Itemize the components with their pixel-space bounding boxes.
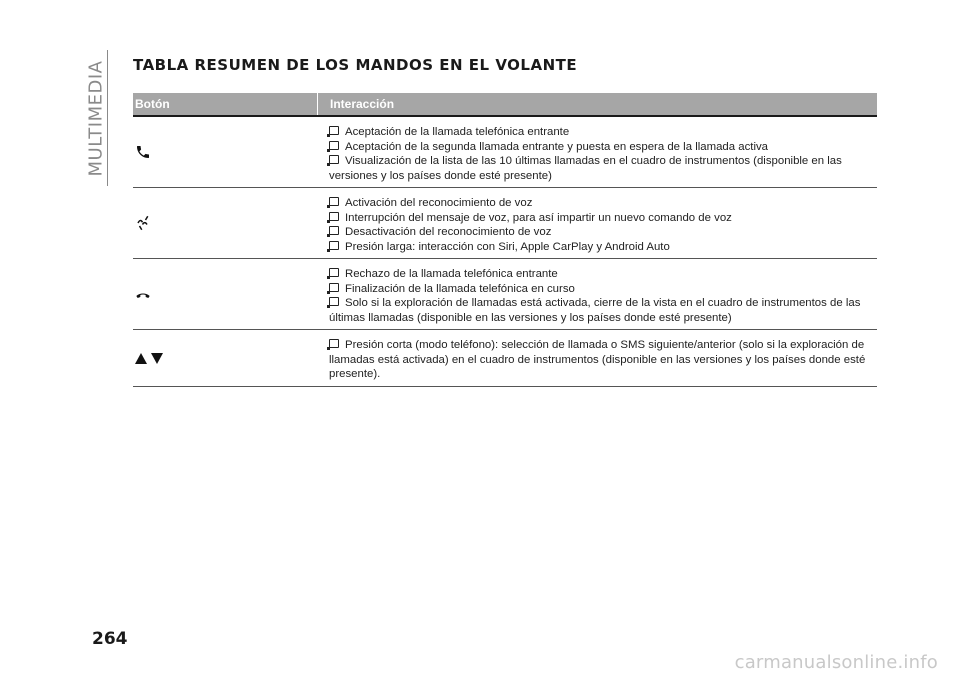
interaction-cell	[317, 188, 877, 258]
button-cell	[133, 188, 317, 258]
list-item: Rechazo de la llamada telefónica entrante	[329, 267, 877, 282]
section-tab	[84, 50, 106, 190]
phone-accept-icon	[135, 144, 151, 160]
bullet-icon	[329, 212, 339, 221]
list-item: Aceptación de la segunda llamada entrante y puesta en espera de la llamada activa	[329, 140, 877, 155]
controls-table	[133, 93, 877, 387]
button-cell	[133, 330, 317, 386]
bullet-icon	[329, 197, 339, 206]
table-row	[133, 117, 877, 188]
interaction-cell	[317, 330, 877, 386]
list-item: Activación del reconocimiento de voz	[329, 196, 877, 211]
table-row	[133, 259, 877, 330]
bullet-icon	[329, 126, 339, 135]
voice-command-icon	[135, 214, 153, 232]
interaction-cell	[317, 259, 877, 329]
list-item: Presión larga: interacción con Siri, Apple CarPlay y Android Auto	[329, 240, 877, 255]
button-cell	[133, 259, 317, 329]
bullet-icon	[329, 141, 339, 150]
phone-hangup-icon	[135, 288, 151, 300]
list-item: Aceptación de la llamada telefónica entrante	[329, 125, 877, 140]
list-item: Interrupción del mensaje de voz, para así impartir un nuevo comando de voz	[329, 211, 877, 226]
bullet-icon	[329, 241, 339, 250]
bullet-icon	[329, 339, 339, 348]
interaction-cell	[317, 117, 877, 187]
bullet-icon	[329, 226, 339, 235]
bullet-icon	[329, 268, 339, 277]
list-item: Desactivación del reconocimiento de voz	[329, 225, 877, 240]
page-title: TABLA RESUMEN DE LOS MANDOS EN EL VOLANTE	[133, 56, 578, 74]
bullet-icon	[329, 283, 339, 292]
section-divider	[107, 50, 108, 186]
table-row	[133, 330, 877, 387]
list-item: Visualización de la lista de las 10 últimas llamadas en el cuadro de instrumentos (disponible en las versiones y los países donde esté presente)	[329, 155, 842, 182]
table-header	[133, 93, 877, 115]
watermark: carmanualsonline.info	[734, 652, 938, 673]
header-interaction: Interacción	[330, 97, 395, 111]
button-cell	[133, 117, 317, 187]
list-item: Solo si la exploración de llamadas está activada, cierre de la vista en el cuadro de instrumentos de las últimas llamadas (disponible en las versiones y los países donde esté presente)	[329, 297, 861, 324]
header-button: Botón	[135, 97, 170, 111]
bullet-icon	[329, 297, 339, 306]
up-down-arrows-icon	[135, 351, 165, 365]
section-label: MULTIMEDIA	[85, 60, 107, 177]
bullet-icon	[329, 155, 339, 164]
table-row	[133, 188, 877, 259]
list-item: Finalización de la llamada telefónica en curso	[329, 282, 877, 297]
page-number: 264	[92, 629, 128, 649]
list-item: Presión corta (modo teléfono): selección de llamada o SMS siguiente/anterior (solo si la exploración de llamadas está activada) en el cuadro de instrumentos (disponible en las versiones y los países donde esté presente).	[329, 339, 866, 380]
